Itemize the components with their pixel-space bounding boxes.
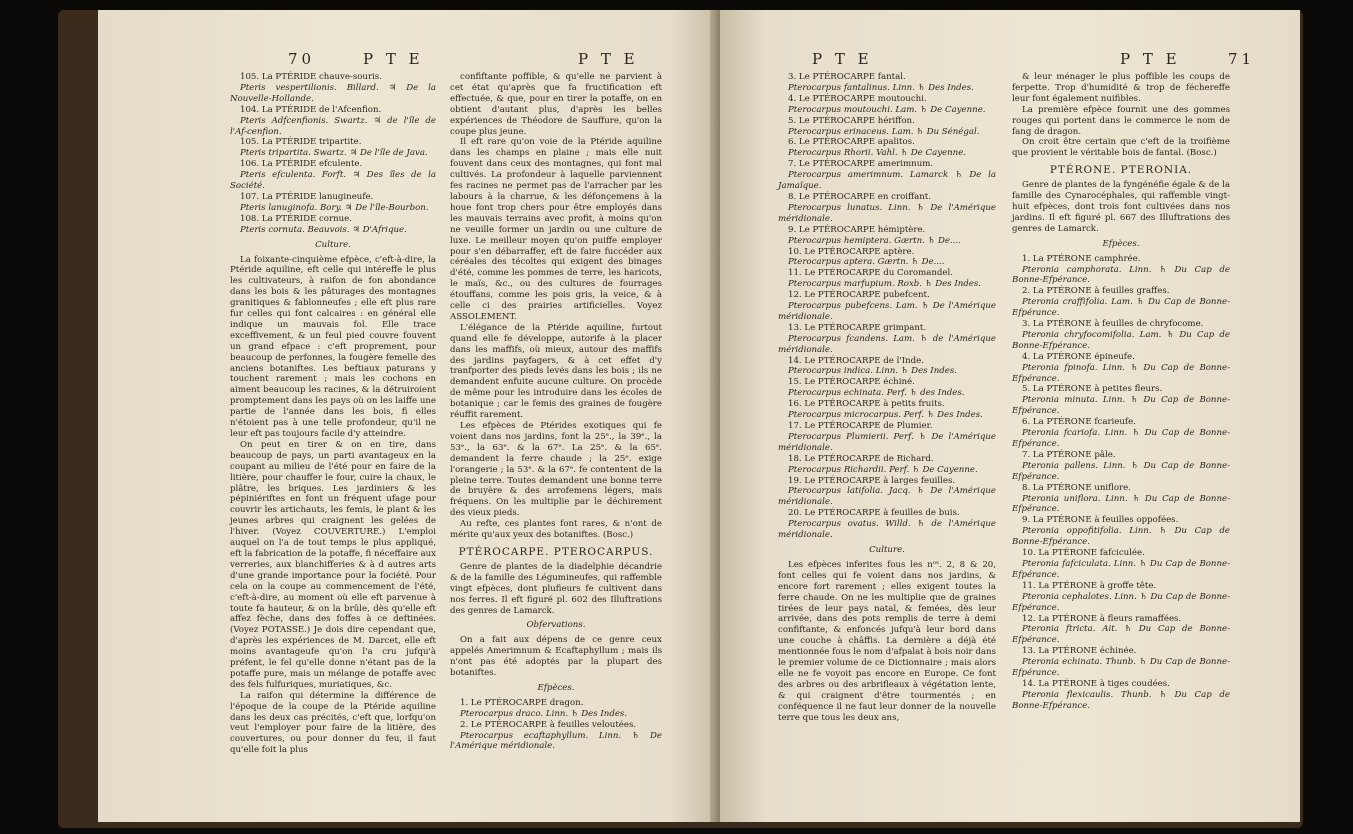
right-running-head-2: P T E xyxy=(1120,50,1181,68)
text-line: La première efpèce fournit une des gommes rouges qui portent dans le commerce le nom de fang de dragon. xyxy=(1012,104,1230,137)
text-line: Pteris efculenta. Forft. ♃ Des îles de la Société. xyxy=(230,170,436,192)
text-line: Efpèces. xyxy=(1102,238,1140,249)
text-line: 15. Le PTÉROCARPE échiné. xyxy=(788,377,915,388)
right-column-2 xyxy=(1012,72,1230,712)
text-line: Pterocarpus marfupium. Roxb. ♄ Des Indes. xyxy=(788,279,981,290)
text-line: Pterocarpus draco. Linn. ♄ Des Indes. xyxy=(460,708,628,719)
text-line: 9. La PTÉRONE à feuilles oppofées. xyxy=(1022,515,1179,526)
text-line: 10. Le PTÉROCARPE aptère. xyxy=(788,246,915,257)
text-line: 2. La PTÉRONE à feuilles graffes. xyxy=(1022,286,1170,297)
text-line: 14. La PTÉRONE à tiges coudées. xyxy=(1022,678,1170,689)
text-line: On peut en tirer & on en tire, dans beaucoup de pays, un parti avantageux en la coupant au milieu de l'été pour en faire de la litière, pour chauffer le four, cuire la chaux, le plâtre, les briques. Les jardiniers & les pépiniériftes en font un fréquent ufage pour couvrir les artichauts, les femis, le plant & les jeunes arbres qui craignent les gelées de l'hiver. (Voyez COUVERTURE.) L'emploi auquel on l'a de tout temps le plus appliqué, eft la fabrication de la potaffe, fi néceffaire aux verreries, aux blanchifferies & à d autres arts d'une grande importance pour la fociété. Pour cela on la coupe au commencement de l'été, c'eft-à-dire, au moment où elle eft parvenue à toute fa hauteur, & on la brûle, dès qu'elle eft affez fèche, dans des foffes à ce deftinées. (Voyez POTASSE.) Je dois dire cependant que, d'après les expériences de M. Darcet, elle eft moins avantageufe qu'on l'a cru jufqu'à préfent, le fel qu'elle donne n'étant pas de la potaffe pure, mais un mélange de potaffe avec des fels fulfuriques, muriatiques, &c. xyxy=(230,439,436,690)
right-page-number: 71 xyxy=(1228,50,1256,68)
text-line: Pterocarpus microcarpus. Perf. ♄ Des Indes. xyxy=(788,410,983,421)
text-line: Pterocarpus pubefcens. Lam. ♄ De l'Amérique méridionale. xyxy=(778,301,996,322)
text-line: Pterocarpus ecaftaphyllum. Linn. ♄ De l'Amérique méridionale. xyxy=(450,730,662,752)
text-line: 19. Le PTÉROCARPE à larges feuilles. xyxy=(788,475,956,486)
text-line: Pteronia echinata. Thunb. ♄ Du Cap de Bonne-Efpérance. xyxy=(1012,657,1230,679)
text-line: Pterocarpus ovatus. Willd. ♄ de l'Amérique méridionale. xyxy=(778,519,996,541)
text-line: & leur ménager le plus poffible les coups de ferpette. Trop d'humidité & trop de féchereffe leur font également nuifibles. xyxy=(1012,72,1230,104)
text-line: Pteris tripartita. Swartz. ♃ De l'île de Java. xyxy=(240,148,428,159)
text-line: 13. Le PTÉROCARPE grimpant. xyxy=(788,322,927,333)
text-line: Pterocarpus indica. Linn. ♄ Des Indes. xyxy=(788,366,957,377)
text-line: Pteronia fpinofa. Linn. ♄ Du Cap de Bonne-Efpérance. xyxy=(1012,362,1230,384)
text-line: Genre de plantes de la diadelphie décandrie & de la famille des Légumineufes, qui raffemble vingt efpèces, dont plufieurs fe cultivent dans nos ferres. Il eft figuré pl. 602 des Illuftrations des genres de Lamarck. xyxy=(450,561,662,616)
text-line: PTÉROCARPE. PTEROCARPUS. xyxy=(458,545,654,558)
text-line: 2. Le PTÉROCARPE à feuilles veloutées. xyxy=(460,719,637,730)
text-line: Pterocarpus latifolia. Jacq. ♄ De l'Amérique méridionale. xyxy=(778,486,996,508)
text-line: 16. Le PTÉROCARPE à petits fruits. xyxy=(788,399,945,410)
text-line: On a fait aux dépens de ce genre ceux appelés Amerimnum & Ecaftaphyllum ; mais ils n'ont pas été adoptés par la plupart des botaniftes. xyxy=(450,635,662,679)
text-line: 6. La PTÉRONE fcarieufe. xyxy=(1022,417,1136,428)
text-line: La foixante-cinquième efpèce, c'eft-à-dire, la Ptéride aquiline, eft celle qui intéreffe le plus les cultivateurs, à raifon de fon abondance dans les bois & les pâturages des montagnes granitiques & fablonneufes ; elle eft plus rare fur celles qui font calcaires : en général elle indique un mauvais fol. Elle trace exceffivement, & un feul pied couvre fouvent un grand efpace : c'eft proprement, pour beaucoup de perfonnes, la fougère femelle des anciens botaniftes. Les beftiaux paturans y touchent rarement ; mais les cochons en aiment beaucoup les racines, & la détruiroient promptement dans les pays où on les laiffe une partie de l'année dans les bois, fi elles n'étoient pas à une telle profondeur, qu'il ne leur eft pas toujours facile d'y atteindre. xyxy=(230,254,436,439)
left-page-number: 70 xyxy=(288,50,316,68)
text-line: Obfervations. xyxy=(526,620,586,631)
text-line: Pteris vespertilionis. Billard. ♃ De la Nouvelle-Hollande. xyxy=(230,82,436,104)
left-running-head-1: P T E xyxy=(363,50,424,68)
text-line: 4. La PTÉRONE épineufe. xyxy=(1022,351,1135,362)
text-line: Pteronia camphorata. Linn. ♄ Du Cap de Bonne-Efpérance. xyxy=(1012,264,1230,286)
text-line: 3. Le PTÉROCARPE fantal. xyxy=(788,72,906,82)
right-column-1 xyxy=(778,72,996,723)
text-line: 7. Le PTÉROCARPE amerimnum. xyxy=(788,159,934,170)
text-line: 14. Le PTÉROCARPE de l'Inde. xyxy=(788,355,924,366)
right-running-head-1: P T E xyxy=(812,50,873,68)
text-line: 12. La PTÉRONE à fleurs ramaffées. xyxy=(1022,613,1182,624)
text-line: 6. Le PTÉROCARPE apalitos. xyxy=(788,137,915,148)
text-line: Pteris Adfcenfionis. Swartz. ♃ de l'île de l'Af-cenfion. xyxy=(230,115,436,137)
text-line: 8. La PTÉRONE uniflore. xyxy=(1022,482,1131,493)
text-line: 17. Le PTÉROCARPE de Plumier. xyxy=(788,421,933,431)
text-line: Pteronia flexicaulis. Thunb. ♄ Du Cap de Bonne-Efpérance. xyxy=(1012,689,1230,711)
text-line: Pteronia chryfocomifolia. Lam. ♄ Du Cap de Bonne-Efpérance. xyxy=(1012,329,1230,351)
text-line: Pterocarpus erinaceus. Lam. ♄ Du Sénégal. xyxy=(788,126,980,137)
text-line: Pterocarpus fcandens. Lam. ♄ de l'Amérique méridionale. xyxy=(778,333,996,355)
text-line: Pteronia oppofitifolia. Linn. ♄ Du Cap de Bonne-Efpérance. xyxy=(1012,526,1230,548)
text-line: Pteronia fcariofa. Linn. ♄ Du Cap de Bonne-Efpérance. xyxy=(1012,428,1230,449)
text-line: Pterocarpus amerimnum. Lamarck ♄ De la Jamaïque. xyxy=(778,170,996,192)
text-line: Pteronia ftricta. Ait. ♄ Du Cap de Bonne-Efpérance. xyxy=(1012,624,1230,646)
text-line: Pterocarpus Plumierii. Perf. ♄ De l'Amérique méridionale. xyxy=(778,431,996,453)
text-line: 11. Le PTÉROCARPE du Coromandel. xyxy=(788,268,953,279)
text-line: Pterocarpus Richardii. Perf. ♄ De Cayenne. xyxy=(788,464,978,475)
text-line: 11. La PTÉRONE à groffe tête. xyxy=(1022,580,1157,591)
text-line: Pterocarpus hemiptera. Gærtn. ♄ De.... xyxy=(788,235,961,246)
open-book xyxy=(58,10,1303,828)
text-line: Pterocarpus aptera. Gærtn. ♄ De.... xyxy=(788,257,945,268)
text-line: 107. La PTÉRIDE lanugineufe. xyxy=(240,191,374,202)
text-line: 3. La PTÉRONE à feuilles de chryfocome. xyxy=(1022,319,1204,330)
text-line: Pteronia pallens. Linn. ♄ Du Cap de Bonne-Efpérance. xyxy=(1012,460,1230,482)
text-line: La raifon qui détermine la différence de l'époque de la coupe de la Ptéride aquiline dans les deux cas précités, c'eft que, lorfqu'on veut l'employer pour faire de la litière, des couvertures, ou pour donner du feu, il faut qu'elle foit la plus xyxy=(230,690,436,756)
text-line: 105. La PTÉRIDE tripartite. xyxy=(240,137,362,148)
text-line: Les efpèces inferites fous les nᵒˢ. 2, 8 & 20, font celles qui fe voient dans nos jardins, & encore fort rarement ; elles exigent toutes la ferre chaude. On ne les multiplie que de graines tirées de leur pays natal, & femées, dès leur arrivée, dans des pots remplis de terre à demi confiftante, & enfoncés jufqu'à leur bord dans une couche à châffis. La dernière a déjà été mentionnée fous le nom d'afpalat à bois noir dans le premier volume de ce Dictionnaire ; mais alors elle ne fe voyoit pas encore en Europe. Ce font des arbres ou des arbrifleaux à végétation lente, & qui craignent d'être tourmentés ; en conféquence il ne faut leur donner de la nouvelle terre que tous les deux ans, xyxy=(778,559,996,723)
text-line: Pteris lanuginofa. Bory. ♃ De l'île-Bourbon. xyxy=(240,202,429,213)
text-line: Pterocarpus moutouchi. Lam. ♄ De Cayenne. xyxy=(788,104,986,115)
text-line: 104. La PTÉRIDE de l'Afcenfion. xyxy=(240,104,382,115)
text-line: confiftante poffible, & qu'elle ne parvient à cet état qu'après que fa fructification eft effectuée, & que, pour en tirer la potaffe, on en obtient d'autant plus, d'après les belles expériences de Théodore de Sauffure, qu'on la coupe plus jeune. xyxy=(450,72,662,137)
text-line: 10. La PTÉRONE fafciculée. xyxy=(1022,548,1145,559)
left-column-2 xyxy=(450,72,662,752)
text-line: 108. La PTÉRIDE cornue. xyxy=(240,213,352,224)
text-line: Pterocarpus echinata. Perf. ♄ des Indes. xyxy=(788,388,965,399)
text-line: L'élégance de la Ptéride aquiline, furtout quand elle fe développe, autorife à la placer dans les maffifs, où mieux, autour des maffifs des jardins payfagers, & à cet effet d'y tranfporter des pieds levés dans les bois ; ils ne demandent enfuite aucune culture. On procède de même pour les introduire dans les écoles de botanique ; car le femis des graines de fougère réuffit rarement. xyxy=(450,322,662,421)
text-line: 20. Le PTÉROCARPE à feuilles de buis. xyxy=(788,508,960,519)
left-running-head-2: P T E xyxy=(578,50,639,68)
text-line: 7. La PTÉRONE pâle. xyxy=(1022,449,1116,460)
right-page xyxy=(720,10,1300,822)
text-line: Pterocarpus fantalinus. Linn. ♄ Des Indes. xyxy=(788,82,974,93)
text-line: Pteronia uniflora. Linn. ♄ Du Cap de Bonne-Efpérance. xyxy=(1012,493,1230,515)
text-line: 4. Le PTÉROCARPE moutouchi. xyxy=(788,93,927,104)
text-line: Au refte, ces plantes font rares, & n'ont de mérite qu'aux yeux des botaniftes. (Bosc.) xyxy=(450,519,662,541)
left-page xyxy=(98,10,718,822)
text-line: Pteronia minuta. Linn. ♄ Du Cap de Bonne-Efpérance. xyxy=(1012,395,1230,417)
text-line: 13. La PTÉRONE échinée. xyxy=(1022,646,1137,657)
text-line: Pteronia cephalotes. Linn. ♄ Du Cap de Bonne-Efpérance. xyxy=(1012,591,1230,613)
text-line: Genre de plantes de la fyngénéfie égale & de la famille des Cynarocéphales, qui raffemble vingt-huit efpèces, dont trois font cultivées dans nos jardins. Il eft figuré pl. 667 des Illuftrations des genres de Lamarck. xyxy=(1012,180,1230,234)
text-line: Pteronia fafciculata. Linn. ♄ Du Cap de Bonne-Efpérance. xyxy=(1012,558,1230,580)
text-line: Pterocarpus Rhorii. Vahl. ♄ De Cayenne. xyxy=(788,148,967,159)
text-line: 8. Le PTÉROCARPE en croiffant. xyxy=(788,191,931,202)
text-line: PTÉRONE. PTERONIA. xyxy=(1049,164,1193,177)
text-line: Efpèces. xyxy=(537,682,575,693)
text-line: Pteris cornuta. Beauvois. ♃ D'Afrique. xyxy=(240,224,407,235)
text-line: 105. La PTÉRIDE chauve-souris. xyxy=(240,72,382,82)
text-line: Pteronia craffifolia. Lam. ♄ Du Cap de Bonne-Efpérance. xyxy=(1012,297,1230,319)
text-line: 18. Le PTÉROCARPE de Richard. xyxy=(788,453,934,464)
text-line: Pterocarpus lunatus. Linn. ♄ De l'Amérique méridionale. xyxy=(778,202,996,224)
text-line: 5. La PTÉRONE à petites fleurs. xyxy=(1022,384,1163,395)
text-line: 106. La PTÉRIDE efculente. xyxy=(240,159,363,170)
text-line: Il eft rare qu'on voie de la Ptéride aquiline dans les champs en plaine ; mais elle nuit fouvent dans ceux des montagnes, qui font mal cultivés. La profondeur à laquelle parviennent fes racines ne permet pas de l'arracher par les labours à la charrue, & les défonçemens à la houe font trop chers pour être employés dans les mauvais terrains avec profit, à moins qu'on ne veuille former un jardin ou une culture de luxe. Le meilleur moyen qu'on puiffe employer pour s'en débarraffer, eft de faire fuccéder aux céréales des técoltes qui exigent des binages d'été, comme les pommes de terre, les haricots, le maïs, &c., ou des cultures de fourrages étouffans, comme les pois gris, la veice, & à celle ci des prairies artificielles. Voyez ASSOLEMENT. xyxy=(450,137,662,322)
text-line: On croit être certain que c'eft de la troifième que provient le véritable bois de fantal. (Bosc.) xyxy=(1012,137,1230,159)
text-line: 12. Le PTÉROCARPE pubefcent. xyxy=(788,290,930,301)
text-line: 5. Le PTÉROCARPE hériffon. xyxy=(788,115,915,126)
text-line: 9. Le PTÉROCARPE hémiptère. xyxy=(788,224,926,235)
left-column-1 xyxy=(230,72,436,756)
text-line: Les efpèces de Ptérides exotiques qui fe voient dans nos jardins, font la 25ᵉ., la 39ᵉ., la 53ᵉ., la 63ᵉ. & la 67ᵉ. La 25ᵉ. & la 65ᵉ. demandent la ferre chaude ; la 25ᵉ. exige l'orangerie ; la 53ᵉ. & la 67ᵉ. fe contentent de la pleine terre. Toutes demandent une bonne terre de bruyère & des arrofemens légers, mais fréquens. On les multiplie par le déchirement des vieux pieds. xyxy=(450,421,662,519)
text-line: Culture. xyxy=(315,239,351,250)
text-line: Culture. xyxy=(869,544,905,555)
text-line: 1. Le PTÉROCARPE dragon. xyxy=(460,697,584,708)
text-line: 1. La PTÉRONE camphrée. xyxy=(1022,253,1141,264)
